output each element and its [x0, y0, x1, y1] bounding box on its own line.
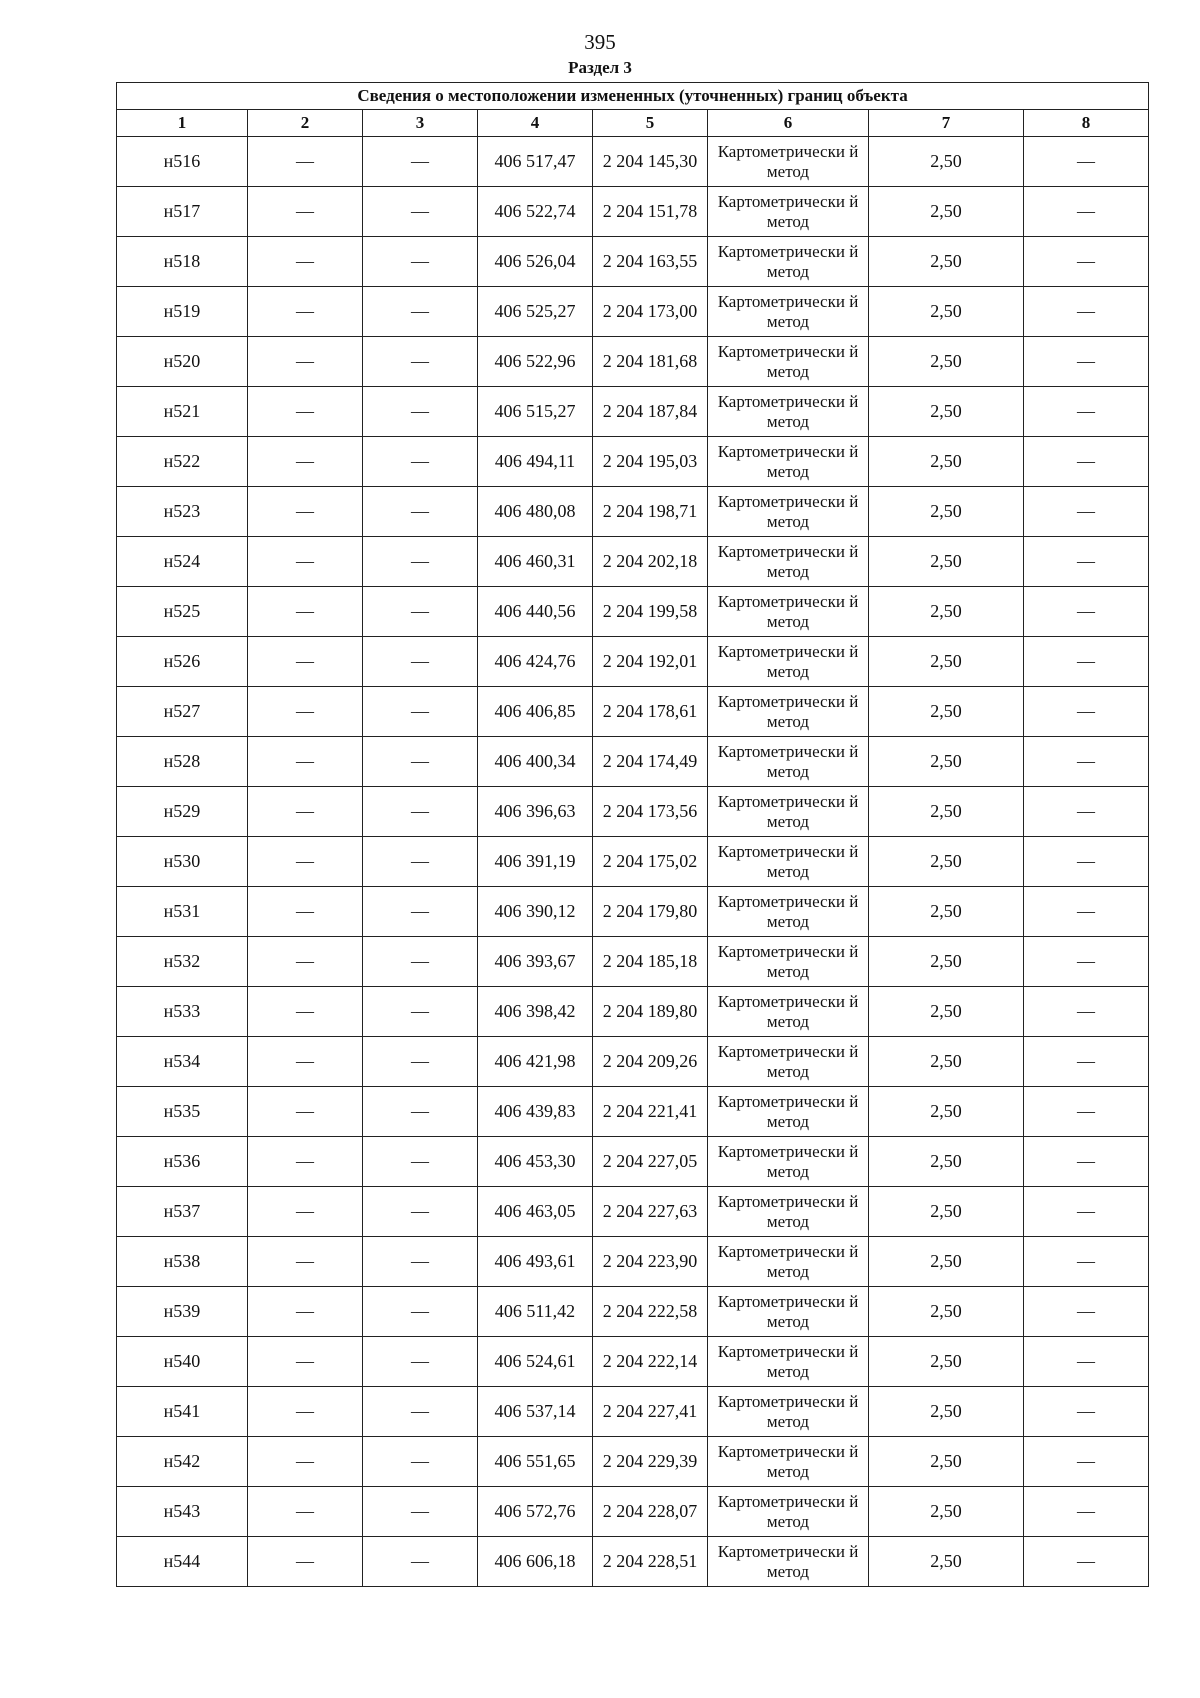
- x-coordinate-cell: 406 460,31: [478, 537, 593, 587]
- x-coordinate-cell: 406 606,18: [478, 1537, 593, 1587]
- point-number-cell: н521: [117, 387, 248, 437]
- empty-dash-cell: —: [248, 137, 363, 187]
- table-row: [117, 487, 1149, 537]
- table-row: [117, 437, 1149, 487]
- empty-dash-cell: —: [248, 787, 363, 837]
- empty-dash-cell: —: [1024, 1537, 1149, 1587]
- empty-dash-cell: —: [363, 1087, 478, 1137]
- empty-dash-cell: —: [363, 1437, 478, 1487]
- empty-dash-cell: —: [1024, 887, 1149, 937]
- point-number-cell: н533: [117, 987, 248, 1037]
- point-number-cell: н519: [117, 287, 248, 337]
- x-coordinate-cell: 406 390,12: [478, 887, 593, 937]
- column-number: 2: [248, 110, 363, 137]
- table-row: [117, 1187, 1149, 1237]
- empty-dash-cell: —: [248, 837, 363, 887]
- empty-dash-cell: —: [363, 837, 478, 887]
- empty-dash-cell: —: [248, 1437, 363, 1487]
- point-number-cell: н528: [117, 737, 248, 787]
- empty-dash-cell: —: [363, 1287, 478, 1337]
- empty-dash-cell: —: [1024, 787, 1149, 837]
- empty-dash-cell: —: [248, 187, 363, 237]
- x-coordinate-cell: 406 551,65: [478, 1437, 593, 1487]
- method-cell: Картометрически й метод: [708, 1187, 869, 1237]
- x-coordinate-cell: 406 463,05: [478, 1187, 593, 1237]
- accuracy-cell: 2,50: [869, 887, 1024, 937]
- method-cell: Картометрически й метод: [708, 237, 869, 287]
- x-coordinate-cell: 406 400,34: [478, 737, 593, 787]
- column-number: 3: [363, 110, 478, 137]
- y-coordinate-cell: 2 204 181,68: [593, 337, 708, 387]
- accuracy-cell: 2,50: [869, 987, 1024, 1037]
- empty-dash-cell: —: [1024, 637, 1149, 687]
- point-number-cell: н530: [117, 837, 248, 887]
- method-cell: Картометрически й метод: [708, 1287, 869, 1337]
- x-coordinate-cell: 406 398,42: [478, 987, 593, 1037]
- column-number: 5: [593, 110, 708, 137]
- accuracy-cell: 2,50: [869, 787, 1024, 837]
- empty-dash-cell: —: [1024, 487, 1149, 537]
- y-coordinate-cell: 2 204 222,58: [593, 1287, 708, 1337]
- y-coordinate-cell: 2 204 179,80: [593, 887, 708, 937]
- table-row: [117, 337, 1149, 387]
- point-number-cell: н535: [117, 1087, 248, 1137]
- empty-dash-cell: —: [248, 887, 363, 937]
- method-cell: Картометрически й метод: [708, 937, 869, 987]
- accuracy-cell: 2,50: [869, 1237, 1024, 1287]
- empty-dash-cell: —: [363, 1137, 478, 1187]
- empty-dash-cell: —: [1024, 1337, 1149, 1387]
- empty-dash-cell: —: [363, 937, 478, 987]
- empty-dash-cell: —: [363, 787, 478, 837]
- empty-dash-cell: —: [1024, 237, 1149, 287]
- page-number: 395: [584, 30, 616, 54]
- empty-dash-cell: —: [248, 1287, 363, 1337]
- column-number: 7: [869, 110, 1024, 137]
- point-number-cell: н529: [117, 787, 248, 837]
- point-number-cell: н534: [117, 1037, 248, 1087]
- x-coordinate-cell: 406 421,98: [478, 1037, 593, 1087]
- table-row: [117, 137, 1149, 187]
- empty-dash-cell: —: [1024, 987, 1149, 1037]
- accuracy-cell: 2,50: [869, 1437, 1024, 1487]
- accuracy-cell: 2,50: [869, 737, 1024, 787]
- table-row: [117, 937, 1149, 987]
- method-cell: Картометрически й метод: [708, 487, 869, 537]
- y-coordinate-cell: 2 204 163,55: [593, 237, 708, 287]
- accuracy-cell: 2,50: [869, 1037, 1024, 1087]
- accuracy-cell: 2,50: [869, 337, 1024, 387]
- point-number-cell: н543: [117, 1487, 248, 1537]
- accuracy-cell: 2,50: [869, 1287, 1024, 1337]
- empty-dash-cell: —: [363, 537, 478, 587]
- x-coordinate-cell: 406 453,30: [478, 1137, 593, 1187]
- table-row: [117, 587, 1149, 637]
- table-row: [117, 987, 1149, 1037]
- empty-dash-cell: —: [1024, 287, 1149, 337]
- point-number-cell: н526: [117, 637, 248, 687]
- empty-dash-cell: —: [248, 587, 363, 637]
- empty-dash-cell: —: [1024, 437, 1149, 487]
- point-number-cell: н516: [117, 137, 248, 187]
- empty-dash-cell: —: [363, 1037, 478, 1087]
- empty-dash-cell: —: [248, 1337, 363, 1387]
- y-coordinate-cell: 2 204 145,30: [593, 137, 708, 187]
- y-coordinate-cell: 2 204 195,03: [593, 437, 708, 487]
- accuracy-cell: 2,50: [869, 637, 1024, 687]
- table-row: [117, 1387, 1149, 1437]
- method-cell: Картометрически й метод: [708, 187, 869, 237]
- empty-dash-cell: —: [248, 287, 363, 337]
- point-number-cell: н539: [117, 1287, 248, 1337]
- x-coordinate-cell: 406 424,76: [478, 637, 593, 687]
- empty-dash-cell: —: [1024, 537, 1149, 587]
- empty-dash-cell: —: [363, 1537, 478, 1587]
- empty-dash-cell: —: [248, 687, 363, 737]
- empty-dash-cell: —: [1024, 187, 1149, 237]
- empty-dash-cell: —: [248, 487, 363, 537]
- table-row: [117, 1137, 1149, 1187]
- empty-dash-cell: —: [363, 287, 478, 337]
- x-coordinate-cell: 406 537,14: [478, 1387, 593, 1437]
- point-number-cell: н523: [117, 487, 248, 537]
- y-coordinate-cell: 2 204 223,90: [593, 1237, 708, 1287]
- y-coordinate-cell: 2 204 175,02: [593, 837, 708, 887]
- empty-dash-cell: —: [363, 1487, 478, 1537]
- accuracy-cell: 2,50: [869, 287, 1024, 337]
- empty-dash-cell: —: [248, 737, 363, 787]
- y-coordinate-cell: 2 204 199,58: [593, 587, 708, 637]
- empty-dash-cell: —: [248, 337, 363, 387]
- y-coordinate-cell: 2 204 227,41: [593, 1387, 708, 1437]
- empty-dash-cell: —: [248, 437, 363, 487]
- x-coordinate-cell: 406 515,27: [478, 387, 593, 437]
- x-coordinate-cell: 406 393,67: [478, 937, 593, 987]
- empty-dash-cell: —: [363, 637, 478, 687]
- empty-dash-cell: —: [1024, 687, 1149, 737]
- table-row: [117, 887, 1149, 937]
- method-cell: Картометрически й метод: [708, 1437, 869, 1487]
- empty-dash-cell: —: [248, 1037, 363, 1087]
- column-number: 6: [708, 110, 869, 137]
- empty-dash-cell: —: [1024, 737, 1149, 787]
- point-number-cell: н532: [117, 937, 248, 987]
- empty-dash-cell: —: [1024, 137, 1149, 187]
- column-number: 1: [117, 110, 248, 137]
- method-cell: Картометрически й метод: [708, 787, 869, 837]
- y-coordinate-cell: 2 204 221,41: [593, 1087, 708, 1137]
- section-title: Раздел 3: [568, 58, 632, 77]
- table-row: [117, 787, 1149, 837]
- table-caption: Сведения о местоположении измененных (уточненных) границ объекта: [117, 83, 1149, 110]
- y-coordinate-cell: 2 204 227,05: [593, 1137, 708, 1187]
- y-coordinate-cell: 2 204 202,18: [593, 537, 708, 587]
- y-coordinate-cell: 2 204 151,78: [593, 187, 708, 237]
- method-cell: Картометрически й метод: [708, 887, 869, 937]
- empty-dash-cell: —: [1024, 1437, 1149, 1487]
- empty-dash-cell: —: [1024, 337, 1149, 387]
- accuracy-cell: 2,50: [869, 437, 1024, 487]
- accuracy-cell: 2,50: [869, 537, 1024, 587]
- empty-dash-cell: —: [248, 1387, 363, 1437]
- empty-dash-cell: —: [248, 1537, 363, 1587]
- empty-dash-cell: —: [248, 937, 363, 987]
- table-row: [117, 237, 1149, 287]
- table-row: [117, 637, 1149, 687]
- y-coordinate-cell: 2 204 192,01: [593, 637, 708, 687]
- y-coordinate-cell: 2 204 173,56: [593, 787, 708, 837]
- x-coordinate-cell: 406 439,83: [478, 1087, 593, 1137]
- empty-dash-cell: —: [363, 687, 478, 737]
- point-number-cell: н536: [117, 1137, 248, 1187]
- accuracy-cell: 2,50: [869, 1337, 1024, 1387]
- x-coordinate-cell: 406 522,74: [478, 187, 593, 237]
- empty-dash-cell: —: [1024, 1137, 1149, 1187]
- method-cell: Картометрически й метод: [708, 1337, 869, 1387]
- y-coordinate-cell: 2 204 209,26: [593, 1037, 708, 1087]
- table-row: [117, 287, 1149, 337]
- empty-dash-cell: —: [363, 1387, 478, 1437]
- table-row: [117, 1037, 1149, 1087]
- x-coordinate-cell: 406 517,47: [478, 137, 593, 187]
- empty-dash-cell: —: [363, 137, 478, 187]
- method-cell: Картометрически й метод: [708, 737, 869, 787]
- method-cell: Картометрически й метод: [708, 1237, 869, 1287]
- accuracy-cell: 2,50: [869, 237, 1024, 287]
- empty-dash-cell: —: [248, 387, 363, 437]
- empty-dash-cell: —: [248, 1487, 363, 1537]
- point-number-cell: н541: [117, 1387, 248, 1437]
- empty-dash-cell: —: [363, 1237, 478, 1287]
- point-number-cell: н531: [117, 887, 248, 937]
- x-coordinate-cell: 406 406,85: [478, 687, 593, 737]
- empty-dash-cell: —: [363, 1337, 478, 1387]
- empty-dash-cell: —: [363, 337, 478, 387]
- accuracy-cell: 2,50: [869, 137, 1024, 187]
- method-cell: Картометрически й метод: [708, 1487, 869, 1537]
- empty-dash-cell: —: [248, 637, 363, 687]
- y-coordinate-cell: 2 204 187,84: [593, 387, 708, 437]
- y-coordinate-cell: 2 204 178,61: [593, 687, 708, 737]
- empty-dash-cell: —: [1024, 1387, 1149, 1437]
- method-cell: Картометрически й метод: [708, 587, 869, 637]
- point-number-cell: н518: [117, 237, 248, 287]
- table-body: [117, 137, 1149, 1587]
- empty-dash-cell: —: [363, 487, 478, 537]
- y-coordinate-cell: 2 204 229,39: [593, 1437, 708, 1487]
- accuracy-cell: 2,50: [869, 487, 1024, 537]
- method-cell: Картометрически й метод: [708, 987, 869, 1037]
- accuracy-cell: 2,50: [869, 187, 1024, 237]
- empty-dash-cell: —: [1024, 1037, 1149, 1087]
- table-row: [117, 1087, 1149, 1137]
- empty-dash-cell: —: [1024, 1087, 1149, 1137]
- point-number-cell: н520: [117, 337, 248, 387]
- point-number-cell: н540: [117, 1337, 248, 1387]
- point-number-cell: н517: [117, 187, 248, 237]
- x-coordinate-cell: 406 440,56: [478, 587, 593, 637]
- method-cell: Картометрически й метод: [708, 137, 869, 187]
- empty-dash-cell: —: [1024, 587, 1149, 637]
- table-row: [117, 387, 1149, 437]
- table-row: [117, 1237, 1149, 1287]
- accuracy-cell: 2,50: [869, 1187, 1024, 1237]
- y-coordinate-cell: 2 204 173,00: [593, 287, 708, 337]
- table-caption-row: [117, 83, 1149, 110]
- y-coordinate-cell: 2 204 222,14: [593, 1337, 708, 1387]
- coordinates-table: [116, 82, 1149, 1587]
- empty-dash-cell: —: [363, 887, 478, 937]
- empty-dash-cell: —: [1024, 1487, 1149, 1537]
- table-row: [117, 687, 1149, 737]
- x-coordinate-cell: 406 511,42: [478, 1287, 593, 1337]
- empty-dash-cell: —: [248, 1137, 363, 1187]
- column-number: 8: [1024, 110, 1149, 137]
- x-coordinate-cell: 406 494,11: [478, 437, 593, 487]
- accuracy-cell: 2,50: [869, 1387, 1024, 1437]
- method-cell: Картометрически й метод: [708, 637, 869, 687]
- y-coordinate-cell: 2 204 198,71: [593, 487, 708, 537]
- method-cell: Картометрически й метод: [708, 1087, 869, 1137]
- column-number: 4: [478, 110, 593, 137]
- table-row: [117, 1537, 1149, 1587]
- method-cell: Картометрически й метод: [708, 1137, 869, 1187]
- x-coordinate-cell: 406 524,61: [478, 1337, 593, 1387]
- empty-dash-cell: —: [248, 537, 363, 587]
- empty-dash-cell: —: [363, 987, 478, 1037]
- point-number-cell: н522: [117, 437, 248, 487]
- table-row: [117, 1487, 1149, 1537]
- empty-dash-cell: —: [1024, 1237, 1149, 1287]
- point-number-cell: н538: [117, 1237, 248, 1287]
- x-coordinate-cell: 406 480,08: [478, 487, 593, 537]
- empty-dash-cell: —: [363, 187, 478, 237]
- method-cell: Картометрически й метод: [708, 1387, 869, 1437]
- accuracy-cell: 2,50: [869, 1487, 1024, 1537]
- empty-dash-cell: —: [1024, 1287, 1149, 1337]
- point-number-cell: н542: [117, 1437, 248, 1487]
- y-coordinate-cell: 2 204 174,49: [593, 737, 708, 787]
- method-cell: Картометрически й метод: [708, 687, 869, 737]
- accuracy-cell: 2,50: [869, 837, 1024, 887]
- empty-dash-cell: —: [248, 1187, 363, 1237]
- table-row: [117, 737, 1149, 787]
- method-cell: Картометрически й метод: [708, 537, 869, 587]
- method-cell: Картометрически й метод: [708, 437, 869, 487]
- method-cell: Картометрически й метод: [708, 1537, 869, 1587]
- empty-dash-cell: —: [248, 237, 363, 287]
- method-cell: Картометрически й метод: [708, 287, 869, 337]
- empty-dash-cell: —: [1024, 387, 1149, 437]
- accuracy-cell: 2,50: [869, 387, 1024, 437]
- x-coordinate-cell: 406 391,19: [478, 837, 593, 887]
- empty-dash-cell: —: [363, 437, 478, 487]
- empty-dash-cell: —: [248, 1237, 363, 1287]
- method-cell: Картометрически й метод: [708, 387, 869, 437]
- table-row: [117, 537, 1149, 587]
- empty-dash-cell: —: [248, 987, 363, 1037]
- y-coordinate-cell: 2 204 185,18: [593, 937, 708, 987]
- y-coordinate-cell: 2 204 227,63: [593, 1187, 708, 1237]
- empty-dash-cell: —: [1024, 1187, 1149, 1237]
- x-coordinate-cell: 406 572,76: [478, 1487, 593, 1537]
- table-row: [117, 187, 1149, 237]
- accuracy-cell: 2,50: [869, 937, 1024, 987]
- accuracy-cell: 2,50: [869, 1087, 1024, 1137]
- empty-dash-cell: —: [363, 237, 478, 287]
- x-coordinate-cell: 406 396,63: [478, 787, 593, 837]
- table-row: [117, 1337, 1149, 1387]
- accuracy-cell: 2,50: [869, 1537, 1024, 1587]
- point-number-cell: н525: [117, 587, 248, 637]
- empty-dash-cell: —: [363, 387, 478, 437]
- x-coordinate-cell: 406 526,04: [478, 237, 593, 287]
- method-cell: Картометрически й метод: [708, 1037, 869, 1087]
- empty-dash-cell: —: [1024, 837, 1149, 887]
- point-number-cell: н537: [117, 1187, 248, 1237]
- empty-dash-cell: —: [1024, 937, 1149, 987]
- table-row: [117, 1437, 1149, 1487]
- y-coordinate-cell: 2 204 228,07: [593, 1487, 708, 1537]
- method-cell: Картометрически й метод: [708, 337, 869, 387]
- empty-dash-cell: —: [363, 1187, 478, 1237]
- table-row: [117, 837, 1149, 887]
- x-coordinate-cell: 406 525,27: [478, 287, 593, 337]
- x-coordinate-cell: 406 522,96: [478, 337, 593, 387]
- empty-dash-cell: —: [248, 1087, 363, 1137]
- x-coordinate-cell: 406 493,61: [478, 1237, 593, 1287]
- point-number-cell: н544: [117, 1537, 248, 1587]
- table-row: [117, 1287, 1149, 1337]
- method-cell: Картометрически й метод: [708, 837, 869, 887]
- accuracy-cell: 2,50: [869, 1137, 1024, 1187]
- empty-dash-cell: —: [363, 587, 478, 637]
- point-number-cell: н524: [117, 537, 248, 587]
- y-coordinate-cell: 2 204 189,80: [593, 987, 708, 1037]
- y-coordinate-cell: 2 204 228,51: [593, 1537, 708, 1587]
- empty-dash-cell: —: [363, 737, 478, 787]
- accuracy-cell: 2,50: [869, 587, 1024, 637]
- point-number-cell: н527: [117, 687, 248, 737]
- accuracy-cell: 2,50: [869, 687, 1024, 737]
- column-number-row: [117, 110, 1149, 137]
